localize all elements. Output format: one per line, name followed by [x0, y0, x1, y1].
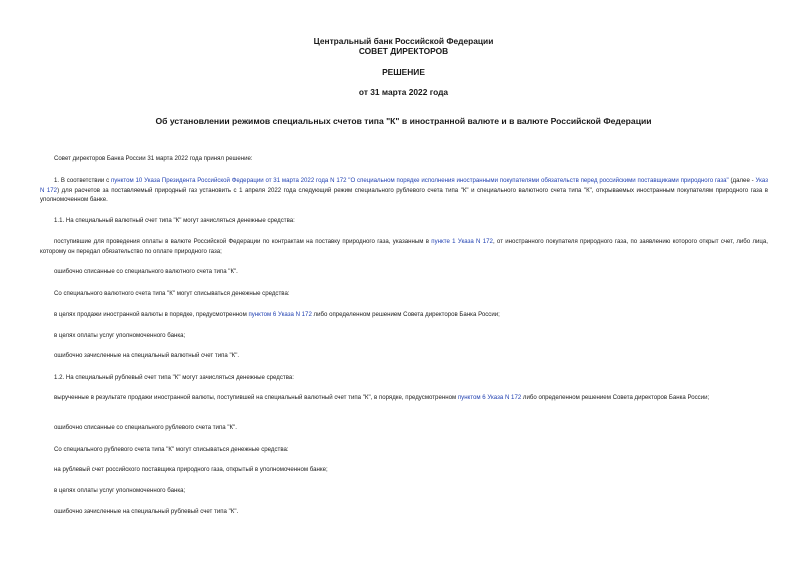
issuer-name: Центральный банк Российской Федерации: [313, 36, 494, 46]
paragraph-debit-ruble-item-3: ошибочно зачисленные на специальный рублевый счет типа "К".: [54, 508, 239, 515]
board-name: СОВЕТ ДИРЕКТОРОВ: [358, 46, 449, 56]
paragraph-1-2-item-2: ошибочно списанные со специального рублевого счета типа "К".: [54, 424, 237, 431]
paragraph-1-1-item-1: [40, 237, 768, 256]
paragraph-intro: Совет директоров Банка России 31 марта 2022 года принял решение:: [54, 155, 253, 162]
paragraph-debit-item-1: [40, 310, 768, 320]
paragraph-1-1-item-2: ошибочно списанные со специального валютного счета типа "К".: [54, 268, 238, 275]
paragraph-text-b: , от иностранного покупателя природного газа, по заявлению которого открыт счет, либо лица, которому он передал обязательство по оплате природного газа;: [40, 238, 768, 255]
paragraph-debit-ruble-item-1: на рублевый счет российского поставщика природного газа, открытый в уполномоченном банке;: [54, 466, 328, 473]
paragraph-debit-ruble-item-2: в целях оплаты услуг уполномоченного банка;: [54, 487, 186, 494]
paragraph-debit-ruble: Со специального рублевого счета типа "К" могут списываться денежные средства:: [54, 446, 289, 453]
link-decree-point-6[interactable]: пунктом 6 Указа N 172: [248, 311, 312, 318]
document-title: Об установлении режимов специальных счетов типа "К" в иностранной валюте и в валюте Российской Федерации: [155, 116, 652, 126]
paragraph-1: [40, 176, 768, 205]
paragraph-1-1: 1.1. На специальный валютный счет типа "К" могут зачисляться денежные средства:: [54, 217, 295, 224]
link-decree-172[interactable]: Указ N 172: [40, 177, 769, 194]
paragraph-text-a: в целях продажи иностранной валюты в порядке, предусмотренном: [54, 311, 249, 318]
link-decree-point-1[interactable]: пункте 1 Указа N 172: [431, 238, 493, 245]
document-date: от 31 марта 2022 года: [358, 87, 449, 97]
paragraph-debit-currency: Со специального валютного счета типа "К" могут списываться денежные средства:: [54, 290, 290, 297]
paragraph-1-text-c: ) для расчетов за поставляемый природный газ установить с 1 апреля 2022 года следующий режим специального рублевого счета типа "К" и специального валютного счета типа "К", открываемых иностранным покупателям природного газа в уполномоченном банке.: [40, 186, 768, 204]
paragraph-debit-item-3: ошибочно зачисленные на специальный валютный счет типа "К".: [54, 352, 240, 359]
paragraph-text-a: вырученные в результате продажи иностранной валюты, поступившей на специальный валютный счет типа "К", в порядке, предусмотренном: [54, 394, 458, 401]
paragraph-1-text-b: (далее -: [728, 177, 756, 184]
paragraph-1-2-item-1: [40, 393, 768, 403]
paragraph-debit-item-2: в целях оплаты услуг уполномоченного банка;: [54, 332, 186, 339]
paragraph-text-b: либо определенном решением Совета директоров Банка России;: [521, 394, 710, 401]
paragraph-1-2: 1.2. На специальный рублевый счет типа "К" могут зачисляться денежные средства:: [54, 374, 294, 381]
paragraph-1-text-a: 1. В соответствии с: [54, 177, 111, 184]
link-decree-point-6[interactable]: пунктом 6 Указа N 172: [457, 394, 522, 401]
link-decree-point-10[interactable]: пунктом 10 Указа Президента Российской Федерации от 31 марта 2022 года N 172 "О специальном порядке исполнения иностранными покупателями обязательств перед российскими поставщиками природного газа": [110, 177, 729, 184]
document-type: РЕШЕНИЕ: [382, 67, 425, 77]
paragraph-text-b: либо определенном решением Совета директоров Банка России;: [311, 311, 500, 318]
paragraph-text-a: поступившие для проведения оплаты в валюте Российской Федерации по контрактам на поставку природного газа, указанным в: [54, 238, 432, 245]
